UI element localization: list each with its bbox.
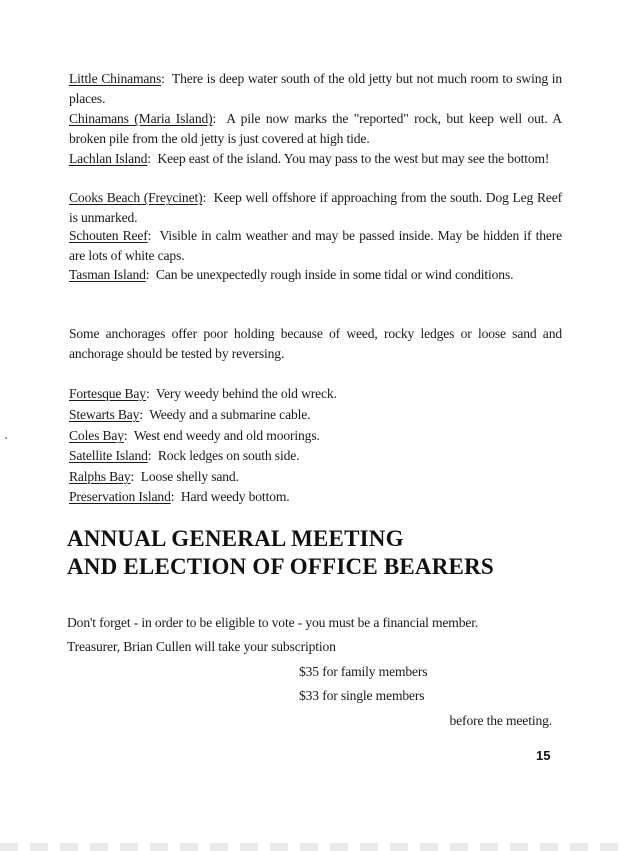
anchorage-entry: Satellite Island: Rock ledges on south side. bbox=[69, 448, 300, 463]
scan-edge bbox=[0, 843, 622, 851]
anchorage-name: Stewarts Bay bbox=[69, 407, 140, 422]
anchorage-name: Fortesque Bay bbox=[69, 386, 146, 401]
agm-reminder: Don't forget - in order to be eligible to vote - you must be a financial member. bbox=[67, 615, 479, 630]
anchorage-entry: Ralphs Bay: Loose shelly sand. bbox=[69, 469, 239, 484]
anchorage-name: Ralphs Bay bbox=[69, 469, 131, 484]
hazard-text: Visible in calm weather and may be passed inside. May be hidden if there are lots of white caps. bbox=[69, 228, 563, 263]
anchorage-entry: Coles Bay: West end weedy and old moorings. bbox=[69, 428, 320, 443]
anchorage-text: Rock ledges on south side. bbox=[157, 448, 300, 463]
hazard-name: Tasman Island bbox=[69, 267, 146, 282]
hazard-entry: Tasman Island: Can be unexpectedly rough inside in some tidal or wind conditions. bbox=[69, 267, 514, 282]
hazard-entry: Little Chinamans: There is deep water south of the old jetty but not much room to swing in places. bbox=[69, 71, 562, 106]
hazard-entry: Chinamans (Maria Island): A pile now marks the "reported" rock, but keep well out. A broken pile from the old jetty is just covered at high tide. bbox=[69, 111, 562, 146]
scan-speck bbox=[5, 437, 7, 439]
hazard-name: Chinamans (Maria Island) bbox=[69, 111, 213, 126]
hazard-name: Little Chinamans bbox=[69, 71, 162, 86]
hazard-text: Can be unexpectedly rough inside in some tidal or wind conditions. bbox=[155, 267, 514, 282]
hazard-entry: Lachlan Island: Keep east of the island. You may pass to the west but may see the bottom! bbox=[69, 151, 550, 166]
agm-heading-line1: ANNUAL GENERAL MEETING bbox=[67, 526, 404, 551]
agm-treasurer: Treasurer, Brian Cullen will take your subscription bbox=[67, 639, 336, 654]
hazard-text: Keep well offshore if approaching from the south. Dog Leg Reef is unmarked. bbox=[69, 190, 563, 225]
agm-heading-line2: AND ELECTION OF OFFICE BEARERS bbox=[67, 554, 494, 579]
agm-timing: before the meeting. bbox=[449, 713, 552, 728]
hazard-text: Keep east of the island. You may pass to the west but may see the bottom! bbox=[157, 151, 550, 166]
hazard-text: There is deep water south of the old jetty but not much room to swing in places. bbox=[69, 71, 562, 106]
hazard-entry: Cooks Beach (Freycinet): Keep well offshore if approaching from the south. Dog Leg Reef is unmarked. bbox=[69, 190, 563, 225]
anchorage-name: Coles Bay bbox=[69, 428, 124, 443]
anchorage-text: Weedy and a submarine cable. bbox=[149, 407, 311, 422]
anchorage-entry: Stewarts Bay: Weedy and a submarine cable. bbox=[69, 407, 311, 422]
hazard-entry: Schouten Reef: Visible in calm weather and may be passed inside. May be hidden if there are lots of white caps. bbox=[69, 228, 563, 263]
hazard-name: Lachlan Island bbox=[69, 151, 148, 166]
anchorage-text: West end weedy and old moorings. bbox=[133, 428, 320, 443]
anchorage-text: Hard weedy bottom. bbox=[180, 489, 290, 504]
anchorage-entry: Fortesque Bay: Very weedy behind the old wreck. bbox=[69, 386, 337, 401]
hazard-name: Cooks Beach (Freycinet) bbox=[69, 190, 203, 205]
anchorage-text: Very weedy behind the old wreck. bbox=[155, 386, 337, 401]
fee-single: $33 for single members bbox=[299, 688, 425, 703]
anchorage-name: Satellite Island bbox=[69, 448, 148, 463]
anchorage-name: Preservation Island bbox=[69, 489, 171, 504]
hazard-name: Schouten Reef bbox=[69, 228, 148, 243]
hazard-text: A pile now marks the "reported" rock, but keep well out. A broken pile from the old jetty is just covered at high tide. bbox=[69, 111, 562, 146]
anchorage-text: Loose shelly sand. bbox=[140, 469, 239, 484]
anchorage-entry: Preservation Island: Hard weedy bottom. bbox=[69, 489, 290, 504]
fee-family: $35 for family members bbox=[299, 664, 428, 679]
page-number: 15 bbox=[536, 748, 551, 763]
anchorage-note: Some anchorages offer poor holding because of weed, rocky ledges or loose sand and anchorage should be tested by reversing. bbox=[69, 326, 562, 361]
